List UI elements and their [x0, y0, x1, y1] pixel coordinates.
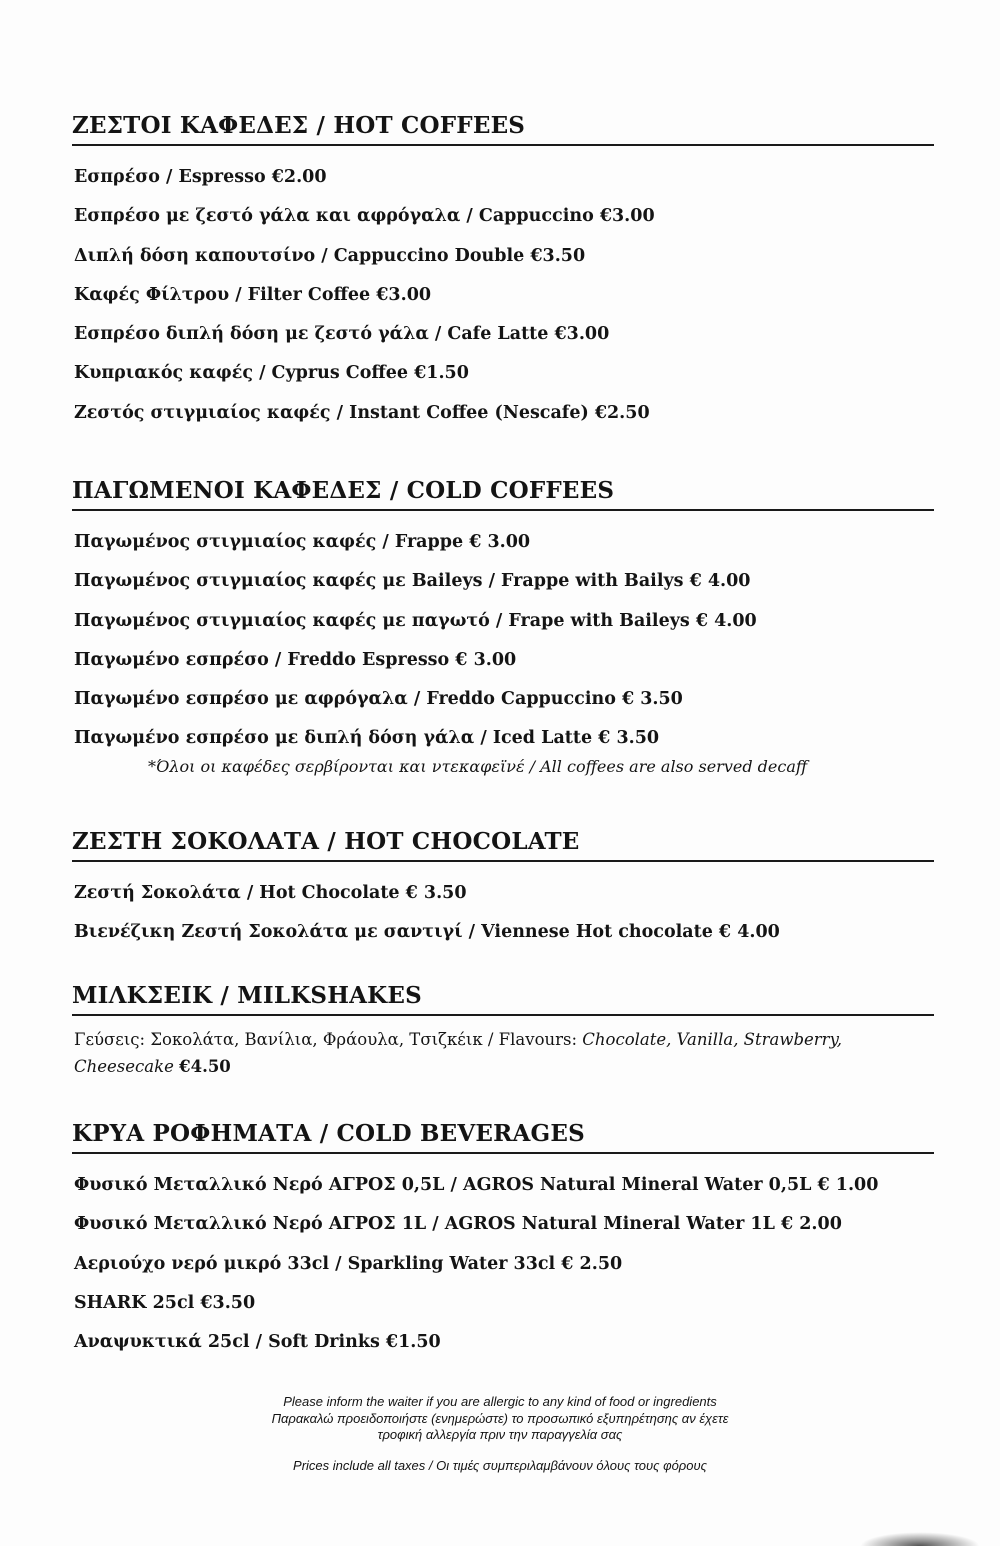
- menu-item-frappe-icecream: Παγωμένος στιγμιαίος καφές με παγωτό / Frape with Baileys € 4.00: [74, 610, 757, 631]
- scan-smudge: [860, 1532, 980, 1546]
- hot-coffees-section: [72, 112, 934, 433]
- cold-beverages-heading: ΚΡΥΑ ΡΟΦΗΜΑΤΑ / COLD BEVERAGES: [72, 1120, 934, 1154]
- allergy-notice-gr-1: Παρακαλώ προειδοποιήστε (ενημερώστε) το προσωπικό εξυπηρέτησης αν έχετε: [271, 1410, 729, 1426]
- decaf-note: *Όλοι οι καφέδες σερβίρονται και ντεκαφεϊνέ / All coffees are also served decaff: [148, 756, 808, 776]
- menu-item-filter-coffee: Καφές Φίλτρου / Filter Coffee €3.00: [74, 284, 432, 305]
- menu-item-iced-latte: Παγωμένο εσπρέσο με διπλή δόση γάλα / Iced Latte € 3.50: [74, 728, 660, 749]
- hot-coffees-list: [72, 158, 934, 433]
- allergy-notice-gr-2: τροφική αλλεργία πριν την παραγγελία σας: [377, 1427, 623, 1442]
- cold-beverages-list: [72, 1166, 934, 1362]
- allergy-footer: [150, 1394, 850, 1474]
- menu-item-sparkling-water: Αεριούχο νερό μικρό 33cl / Sparkling Water 33cl € 2.50: [74, 1253, 623, 1274]
- hot-chocolate-list: [72, 874, 934, 953]
- hot-chocolate-section: [72, 828, 934, 953]
- allergy-notice-en: Please inform the waiter if you are allergic to any kind of food or ingredients: [283, 1394, 717, 1409]
- taxes-notice: Prices include all taxes / Οι τιμές συμπεριλαμβάνουν όλους τους φόρους: [293, 1457, 707, 1473]
- milkshakes-section: [72, 982, 934, 1080]
- flavours-list: Chocolate, Vanilla, Strawberry, Cheesecake: [74, 1030, 842, 1076]
- menu-item-cyprus-coffee: Κυπριακός καφές / Cyprus Coffee €1.50: [74, 363, 469, 384]
- menu-item-espresso: Εσπρέσο / Espresso €2.00: [74, 167, 327, 187]
- cold-coffees-heading: ΠΑΓΩΜΕΝΟΙ ΚΑΦΕΔΕΣ / COLD COFFEES: [72, 477, 934, 511]
- menu-item-cafe-latte: Εσπρέσο διπλή δόση με ζεστό γάλα / Cafe Latte €3.00: [74, 324, 610, 345]
- menu-item-cappuccino: Εσπρέσο με ζεστό γάλα και αφρόγαλα / Cappuccino €3.00: [74, 206, 655, 227]
- menu-item-shark: SHARK 25cl €3.50: [74, 1292, 256, 1313]
- milkshakes-heading: ΜΙΛΚΣΕΙΚ / MILKSHAKES: [72, 982, 934, 1016]
- milkshake-flavours: [74, 1026, 934, 1080]
- flavours-prefix: Γεύσεις: Σοκολάτα, Βανίλια, Φράουλα, Τσιζκέικ / Flavours:: [74, 1030, 583, 1049]
- hot-chocolate-heading: ΖΕΣΤΗ ΣΟΚΟΛΑΤΑ / HOT CHOCOLATE: [72, 828, 934, 862]
- menu-item-freddo-espresso: Παγωμένο εσπρέσο / Freddo Espresso € 3.00: [74, 649, 517, 670]
- cold-beverages-section: [72, 1120, 934, 1362]
- menu-item-water-1l: Φυσικό Μεταλλικό Νερό ΑΓΡΟΣ 1L / AGROS Natural Mineral Water 1L € 2.00: [74, 1214, 842, 1235]
- menu-item-viennese-hot-chocolate: Βιενέζικη Ζεστή Σοκολάτα με σαντιγί / Viennese Hot chocolate € 4.00: [74, 922, 780, 943]
- menu-item-frappe-baileys: Παγωμένος στιγμιαίος καφές με Baileys / Frappe with Bailys € 4.00: [74, 571, 751, 592]
- milkshake-price: €4.50: [179, 1057, 231, 1076]
- cold-coffees-list: [72, 523, 934, 759]
- menu-item-soft-drinks: Αναψυκτικά 25cl / Soft Drinks €1.50: [74, 1332, 441, 1353]
- menu-item-water-05l: Φυσικό Μεταλλικό Νερό ΑΓΡΟΣ 0,5L / AGROS Natural Mineral Water 0,5L € 1.00: [74, 1175, 879, 1195]
- cold-coffees-section: [72, 477, 934, 779]
- hot-coffees-heading: ΖΕΣΤΟΙ ΚΑΦΕΔΕΣ / HOT COFFEES: [72, 112, 934, 146]
- menu-item-freddo-cappuccino: Παγωμένο εσπρέσο με αφρόγαλα / Freddo Cappuccino € 3.50: [74, 689, 683, 710]
- menu-item-cappuccino-double: Διπλή δόση καπουτσίνο / Cappuccino Double €3.50: [74, 245, 586, 266]
- menu-item-frappe: Παγωμένος στιγμιαίος καφές / Frappe € 3.00: [74, 532, 531, 552]
- menu-item-instant-coffee: Ζεστός στιγμιαίος καφές / Instant Coffee (Nescafe) €2.50: [74, 402, 650, 423]
- menu-item-hot-chocolate: Ζεστή Σοκολάτα / Hot Chocolate € 3.50: [74, 883, 467, 903]
